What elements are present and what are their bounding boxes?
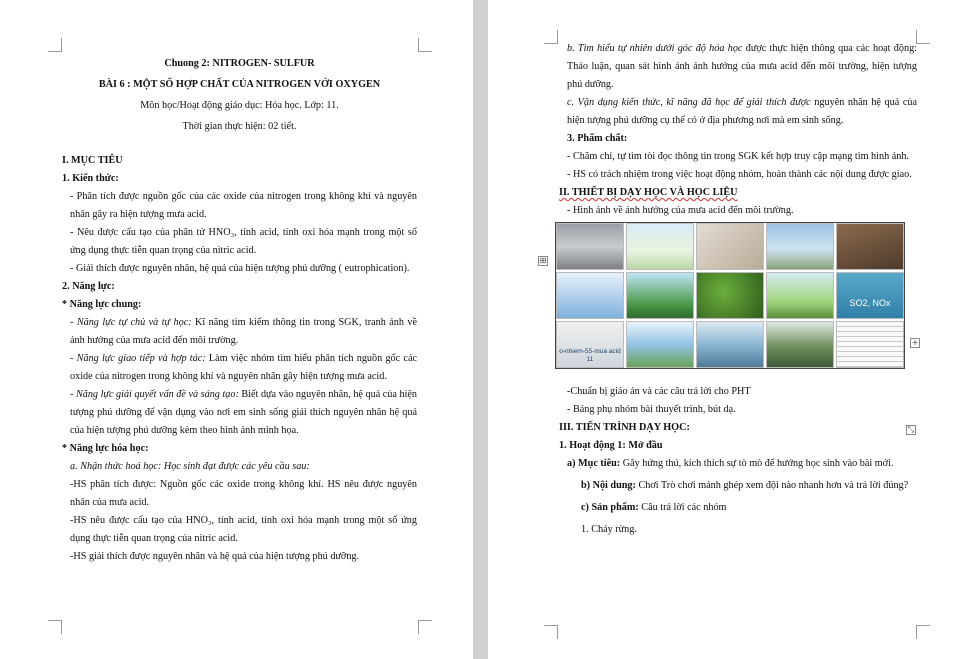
image-eroded-sculpture[interactable] (836, 223, 904, 270)
so2-nox-label: SO2, NOx (849, 298, 891, 308)
section-process: III. TIẾN TRÌNH DẠY HỌC: (559, 422, 690, 433)
content-label: b) Nội dung: (581, 480, 636, 491)
chem-competence-item: -HS giải thích được nguyên nhân và hệ quả của hiện tượng phú dưỡng. (70, 551, 360, 562)
chapter-title: Chuong 2: NITROGEN- SULFUR (164, 58, 315, 69)
competence-label: - Năng lực giao tiếp và hợp tác: (70, 353, 206, 364)
competence-text: nguyên nhân hệ quả của hiện tượng phú dưỡng cụ thể có ở địa phương nơi mà em sinh sống. (567, 97, 918, 126)
competence-label: - Năng lực giải quyết vấn đề và sáng tạo: (70, 389, 239, 400)
image-acid-rain-poster[interactable] (626, 321, 694, 368)
general-competence-heading: * Năng lực chung: (62, 299, 142, 310)
activity-product (559, 499, 917, 517)
activity-goal (559, 455, 917, 473)
quality-item: - Chăm chỉ, tự tìm tòi đọc thông tin trong SGK kết hợp truy cập mạng tìm hình ảnh. (567, 151, 909, 162)
crop-mark (544, 625, 558, 639)
document-page-right (488, 0, 962, 659)
general-competence-item (62, 314, 417, 350)
page-content[interactable] (559, 40, 917, 539)
crop-mark (48, 620, 62, 634)
chem-competence-item: -HS phân tích được: Nguồn gốc các oxide trong không khí. HS nêu được nguyên nhân của mưa acid. (70, 479, 417, 508)
lesson-title: BÀI 6 : MỘT SỐ HỢP CHẤT CỦA NITROGEN VỚI OXYGEN (98, 79, 381, 90)
section-equipment-title: II. THIẾT BỊ DẠY HỌC VÀ HỌC LIỆU (559, 187, 738, 198)
competence-heading: 2. Năng lực: (62, 281, 115, 292)
table-add-column-button[interactable]: + (911, 338, 919, 347)
knowledge-item: - Giải thích được nguyên nhân, hệ quả của hiện tượng phú dưỡng ( eutrophication). (70, 263, 410, 274)
preparation-item: -Chuẩn bị giáo án và các câu trả lời cho PHT (567, 386, 751, 397)
preparation-item: - Bảng phụ nhóm bài thuyết trình, bút dạ. (567, 404, 736, 415)
quality-item: - HS có trách nhiệm trong việc hoạt động nhóm, hoàn thành các nội dung được giao. (567, 169, 912, 180)
image-text-scan[interactable] (836, 321, 904, 368)
image-damaged-statue[interactable] (696, 223, 764, 270)
general-competence-item (62, 350, 417, 386)
competence-label: - Năng lực tự chủ và tự học: (70, 317, 192, 328)
image-polluted-river[interactable] (696, 321, 764, 368)
chem-competence-item (559, 40, 917, 94)
crop-mark (916, 30, 930, 44)
section-objectives: I. MỤC TIÊU (62, 155, 123, 166)
quality-heading: 3. Phẩm chất: (567, 133, 628, 144)
crop-mark (418, 38, 432, 52)
image-infographic[interactable] (556, 272, 624, 319)
subject-line: Môn học/Hoạt động giáo dục: Hóa học. Lớp: 11. (140, 100, 339, 111)
image-acid-rain-cycle[interactable] (766, 223, 834, 270)
content-text: Chơi Trò chơi mảnh ghép xem đội nào nhanh hơn và trả lời đúng? (635, 480, 909, 491)
table-move-handle[interactable]: ⊞ (539, 256, 547, 265)
competence-text: Biết dựa vào nguyên nhân, hệ quả của hiện tượng phú dưỡng để vận dụng vào nơi em sinh sống giải thích nguyên nhân hệ quả của hiện tượng phú dưỡng kèm theo hình ảnh minh họa. (70, 389, 417, 436)
product-label: c) Sản phẩm: (581, 502, 639, 513)
acid-rain-image-table[interactable] (555, 222, 905, 369)
competence-text: Kĩ năng tìm kiếm thông tin trong SGK, tranh ảnh về ảnh hưởng của mưa acid đến môi trường. (70, 317, 418, 346)
activity-heading: 1. Hoạt động 1: Mở đầu (559, 440, 663, 451)
chem-competence-item (559, 94, 917, 130)
general-competence-item (62, 386, 417, 440)
image-pollution-text[interactable] (556, 321, 624, 368)
product-text: Câu trả lời các nhóm (638, 502, 727, 513)
chem-competence-heading: * Năng lực hóa học: (62, 443, 149, 454)
knowledge-item: - Nêu được cấu tạo của phân tử HNO₃, tính acid, tính oxi hóa mạnh trong một số ứng dụng thực tiễn quan trọng của nitric acid. (70, 227, 417, 256)
document-page-left (0, 0, 473, 659)
image-lake-pollution[interactable] (626, 272, 694, 319)
knowledge-heading: 1. Kiến thức: (62, 173, 119, 184)
activity-content (559, 477, 917, 495)
image-factory-smoke[interactable] (556, 223, 624, 270)
page-content[interactable] (62, 55, 417, 566)
image-forest-river[interactable] (766, 321, 834, 368)
crop-mark (916, 625, 930, 639)
image-acid-rain-landscape[interactable] (766, 272, 834, 319)
competence-text: được thực hiện thông qua các hoạt động: Thảo luận, quan sát hình ảnh ảnh hưởng của mưa acid đến môi trường, hiện tượng phú dưỡng. (567, 43, 918, 90)
images-caption: - Hình ảnh về ảnh hưởng của mưa acid đến môi trường. (567, 205, 794, 216)
competence-label: c. Vận dụng kiến thức, kĩ năng đã học để giải thích được (567, 97, 811, 108)
image-acid-rain-diagram[interactable] (626, 223, 694, 270)
knowledge-item: - Phân tích được nguồn gốc của các oxide của nitrogen trong không khí và nguyên nhân gây ra hiện tượng mưa acid. (70, 191, 417, 220)
goal-label: a) Mục tiêu: (567, 458, 621, 469)
crop-mark (48, 38, 62, 52)
competence-label: b. Tìm hiểu tự nhiên dưới góc độ hóa học (567, 43, 743, 54)
crop-mark (544, 30, 558, 44)
image-so2-nox[interactable] (836, 272, 904, 319)
answer-item: 1. Cháy rừng. (581, 524, 637, 535)
crop-mark (418, 620, 432, 634)
pollution-image-label: o-nhiem-55-mua acid 11 (559, 348, 621, 363)
image-leaf-damage[interactable] (696, 272, 764, 319)
chem-competence-item: -HS nêu được cấu tạo của HNO₃, tính acid, tính oxi hóa mạnh trong một số ứng dụng thực tiễn quan trọng của nitric acid. (70, 515, 417, 544)
chem-competence-sub: a. Nhận thức hoá học: Học sinh đạt được các yêu cầu sau: (70, 461, 310, 472)
goal-text: Gây hứng thú, kích thích sự tò mò để hướng học sinh vào bài mới. (620, 458, 894, 469)
table-resize-handle[interactable]: ⤡ (907, 425, 915, 434)
section-equipment (559, 184, 917, 202)
competence-text: Làm việc nhóm tìm hiểu phân tích nguồn gốc các oxide của nitrogen trong không khí và nguyên nhân gây hiện tượng mưa acid. (70, 353, 417, 382)
duration-line: Thời gian thực hiện: 02 tiết. (182, 121, 297, 132)
